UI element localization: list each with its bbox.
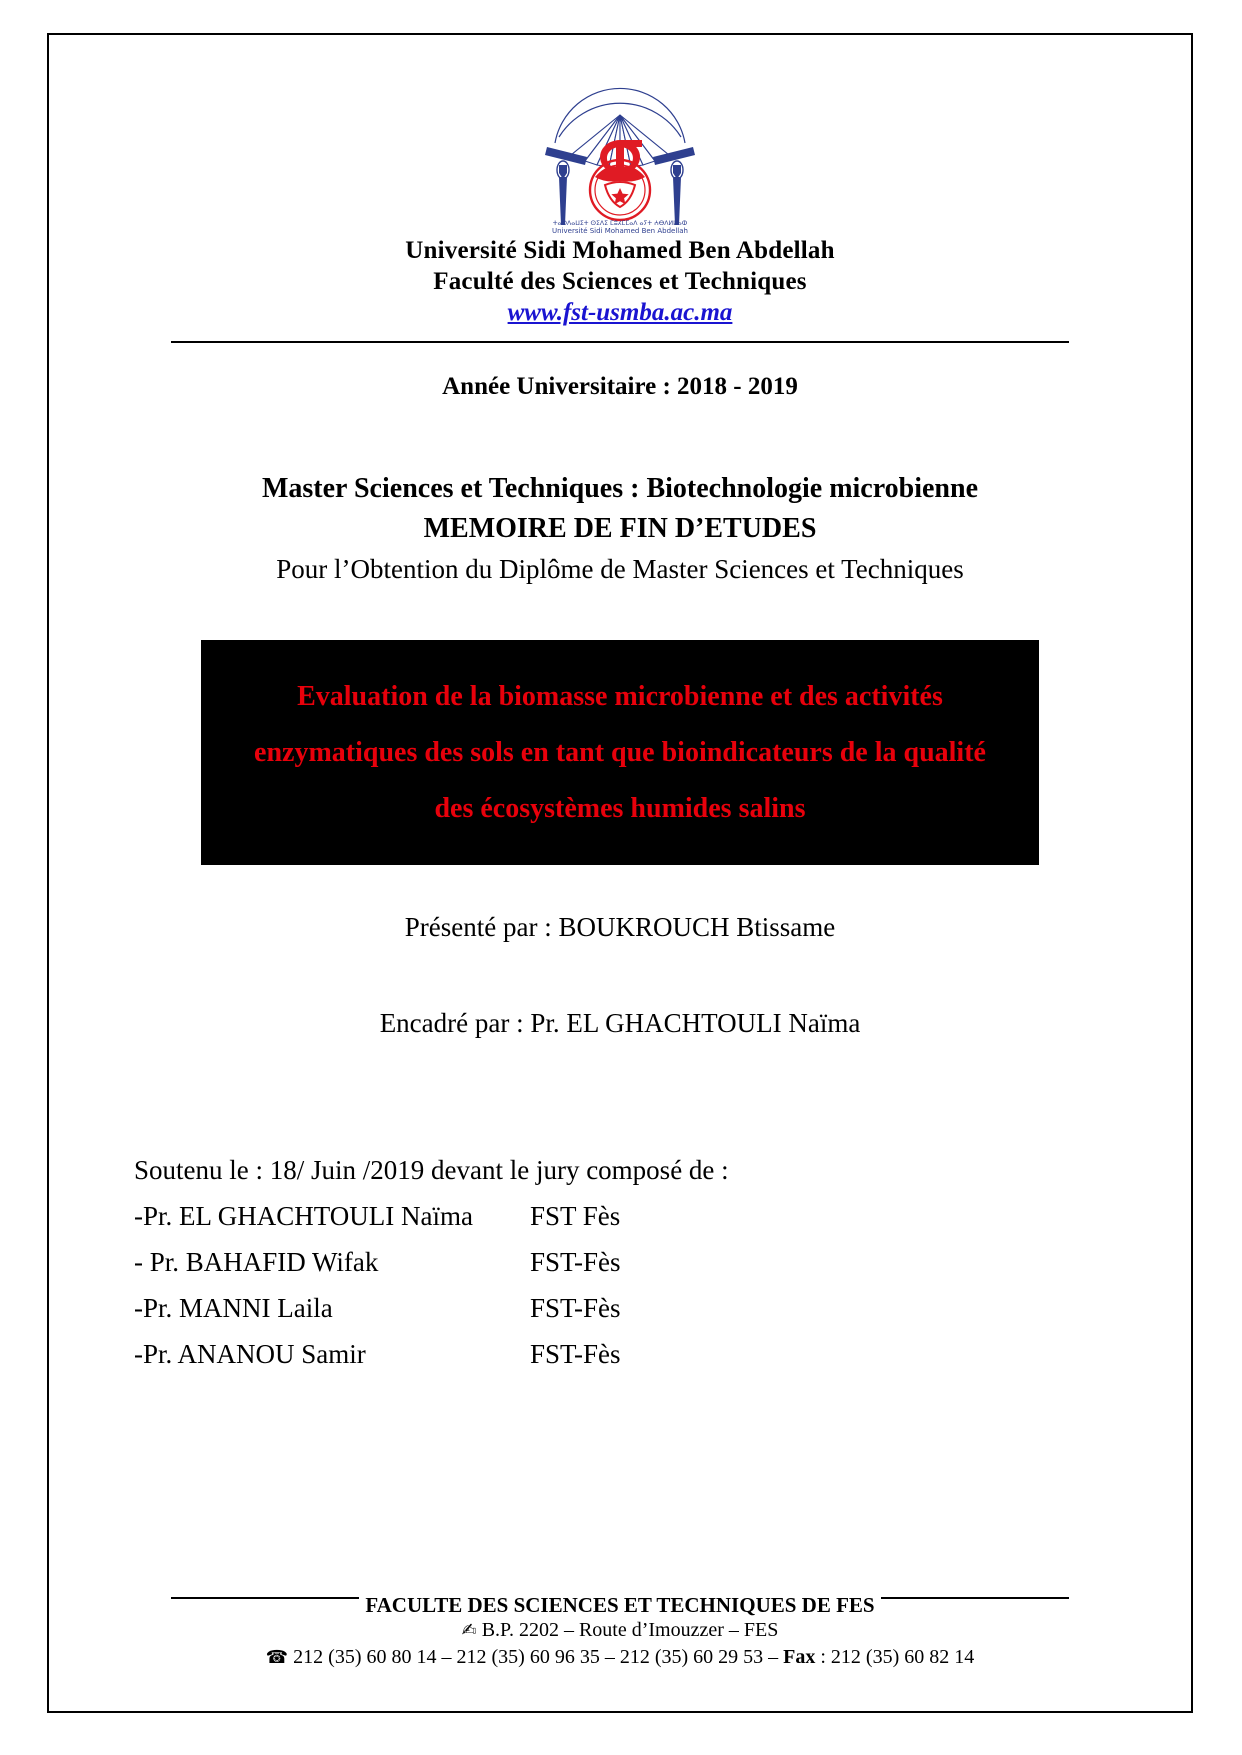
university-name: Université Sidi Mohamed Ben Abdellah bbox=[405, 237, 835, 264]
jury-block bbox=[49, 1147, 1191, 1377]
jury-member-name: -Pr. MANNI Laila bbox=[134, 1293, 333, 1323]
footer-address: B.P. 2202 – Route d’Imouzzer – FES bbox=[481, 1619, 779, 1641]
logo-caption-latin: Université Sidi Mohamed Ben Abdellah bbox=[552, 227, 688, 235]
thesis-title-line: enzymatiques des sols en tant que bioindicateurs de la qualité bbox=[254, 736, 986, 768]
jury-member-row bbox=[134, 1331, 1191, 1377]
jury-member-row bbox=[134, 1193, 1191, 1239]
document-page-border bbox=[47, 33, 1193, 1713]
faculty-website-link[interactable]: www.fst-usmba.ac.ma bbox=[507, 299, 733, 326]
footer-address-line bbox=[49, 1617, 1191, 1644]
usmba-logo-svg bbox=[525, 85, 715, 235]
jury-member-row bbox=[134, 1285, 1191, 1331]
footer-phone-line bbox=[49, 1644, 1191, 1671]
author-line: Présenté par : BOUKROUCH Btissame bbox=[404, 912, 836, 942]
document-page-content bbox=[49, 35, 1191, 1711]
footer-fax-label: Fax bbox=[783, 1646, 816, 1668]
jury-member-name: -Pr. EL GHACHTOULI Naïma bbox=[134, 1201, 473, 1231]
jury-member-affiliation: FST Fès bbox=[530, 1201, 621, 1231]
jury-member-affiliation: FST-Fès bbox=[530, 1339, 621, 1369]
footer-phone-numbers: 212 (35) 60 80 14 – 212 (35) 60 96 35 – 212 (35) 60 29 53 – bbox=[293, 1646, 784, 1668]
academic-year: Année Universitaire : 2018 - 2019 bbox=[442, 373, 798, 400]
thesis-title-line: Evaluation de la biomasse microbienne et des activités bbox=[297, 680, 943, 712]
jury-member-name: -Pr. ANANOU Samir bbox=[134, 1339, 366, 1369]
thesis-title-line: des écosystèmes humides salins bbox=[434, 792, 806, 824]
footer-fax-number: : 212 (35) 60 82 14 bbox=[815, 1646, 975, 1668]
degree-block bbox=[49, 469, 1191, 589]
jury-member-affiliation: FST-Fès bbox=[530, 1247, 621, 1277]
jury-member-affiliation: FST-Fès bbox=[530, 1293, 621, 1323]
jury-member-row bbox=[134, 1239, 1191, 1285]
jury-member-name: - Pr. BAHAFID Wifak bbox=[134, 1247, 379, 1277]
header-divider bbox=[171, 341, 1069, 343]
degree-purpose: Pour l’Obtention du Diplôme de Master Sciences et Techniques bbox=[276, 554, 964, 584]
telephone-icon: ☎ bbox=[265, 1647, 289, 1668]
footer-faculty-name: FACULTE DES SCIENCES ET TECHNIQUES DE FES bbox=[359, 1593, 880, 1617]
document-type: MEMOIRE DE FIN D’ETUDES bbox=[423, 513, 817, 544]
mail-envelope-icon: ✍ bbox=[461, 1620, 477, 1641]
thesis-title-box bbox=[201, 640, 1039, 865]
supervisor-line: Encadré par : Pr. EL GHACHTOULI Naïma bbox=[379, 1008, 861, 1038]
logo-caption-tifinagh: ⵜⴰⵙⴷⴰⵡⵉⵜ ⵙⵉⴷⵉ ⵎⵓⵃⵎⵎⴰⴷ ⴰⵢⵜ ⵄⴱⴷⵍⵍⴰⵀ bbox=[552, 220, 688, 227]
degree-program: Master Sciences et Techniques : Biotechnologie microbienne bbox=[261, 473, 979, 504]
faculty-name: Faculté des Sciences et Techniques bbox=[433, 268, 807, 295]
university-logo bbox=[49, 85, 1191, 235]
page-footer bbox=[49, 1593, 1191, 1671]
defense-date-line: Soutenu le : 18/ Juin /2019 devant le jury composé de : bbox=[134, 1155, 729, 1185]
